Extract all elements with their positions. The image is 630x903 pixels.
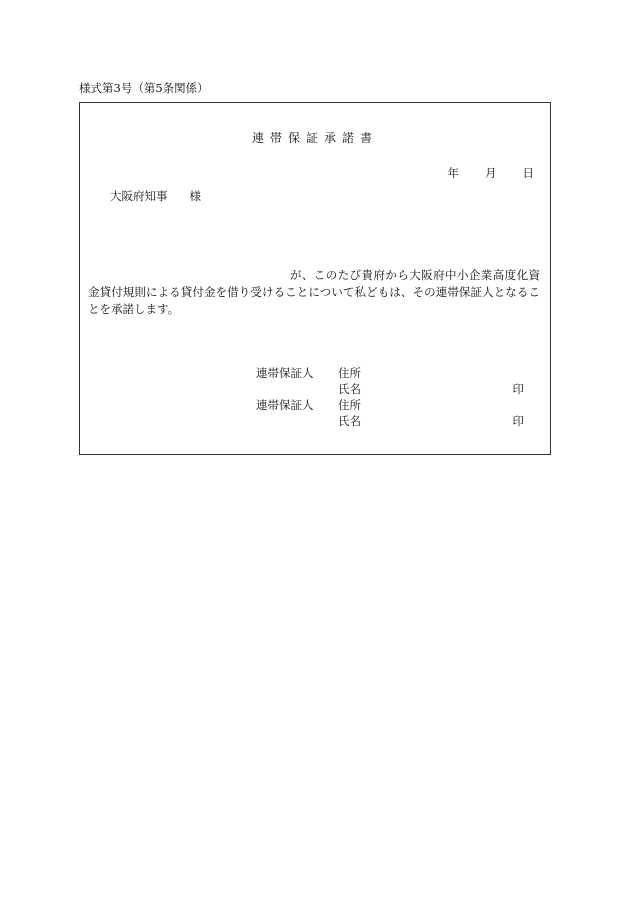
address-label: 住所 xyxy=(338,398,361,412)
body-text: が、このたび貴府から大阪府中小企業高度化資金貸付規則による貸付金を借り受けることについて私どもは、その連帯保証人となることを承諾します。 xyxy=(88,268,540,316)
seal-mark: 印 xyxy=(512,382,524,396)
guarantor-name-line xyxy=(256,381,524,397)
guarantor-block-1 xyxy=(256,365,524,397)
addressee xyxy=(110,188,201,204)
date-day-label: 日 xyxy=(522,166,534,180)
date-month-label: 月 xyxy=(485,166,497,180)
guarantor-address-line xyxy=(256,365,524,381)
document-frame xyxy=(79,102,551,455)
addressee-name: 大阪府知事 xyxy=(110,189,168,203)
name-label: 氏名 xyxy=(338,414,361,428)
name-label: 氏名 xyxy=(338,382,361,396)
form-number: 様式第3号（第5条関係） xyxy=(79,81,209,95)
guarantor-name-line xyxy=(256,413,524,429)
document-title: 連帯保証承諾書 xyxy=(251,131,378,145)
date-row xyxy=(448,165,535,181)
date-year-label: 年 xyxy=(447,166,459,180)
address-label: 住所 xyxy=(338,366,361,380)
guarantor-block-2 xyxy=(256,397,524,429)
guarantor-role: 連帯保証人 xyxy=(256,366,314,380)
guarantor-role: 連帯保証人 xyxy=(256,398,314,412)
addressee-honorific: 様 xyxy=(189,189,201,203)
guarantor-address-line xyxy=(256,397,524,413)
seal-mark: 印 xyxy=(512,414,524,428)
